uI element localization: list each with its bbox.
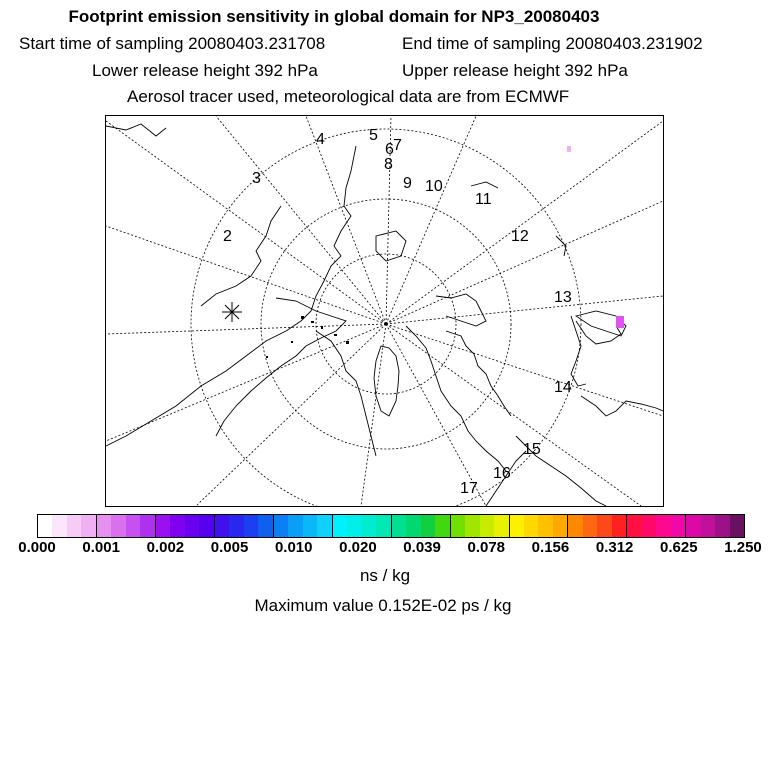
end-time-label: End time of sampling 20080403.231902 [402,34,703,53]
colorbar-swatch [140,515,155,537]
coastline [581,396,663,416]
colorbar-swatch [671,515,686,537]
trajectory-label-17: 17 [460,480,478,497]
meridian [106,226,386,324]
colorbar-swatch [317,515,332,537]
colorbar-swatch [303,515,317,537]
meridian [386,201,663,324]
trajectory-label-10: 10 [425,178,443,195]
colorbar-tick-label: 0.002 [146,539,185,556]
colorbar-swatch [730,515,744,537]
colorbar-swatch [111,515,125,537]
meridian [386,121,663,324]
colorbar-tick-label: 0.078 [467,539,506,556]
colorbar-swatch [480,515,494,537]
coastline [436,294,486,326]
coastline [106,146,356,446]
trajectory-label-5: 5 [369,127,378,144]
colorbar-tick-label: 0.001 [82,539,120,556]
colorbar-tick-label: 0.039 [403,539,441,556]
colorbar-tick-label: 0.000 [18,539,56,556]
colorbar-swatch [229,515,243,537]
colorbar-swatch [156,515,170,537]
coastline [576,321,621,344]
colorbar-swatch [244,515,258,537]
trajectory-label-7: 7 [393,137,402,154]
trajectory-label-4: 4 [316,131,325,148]
colorbar-swatch [715,515,729,537]
lower-height-label: Lower release height 392 hPa [92,61,318,80]
colorbar-swatch [170,515,184,537]
colorbar-swatch [288,515,302,537]
colorbar-swatch [215,515,229,537]
meridian [106,121,386,324]
coastline [471,182,498,188]
colorbar-swatch [451,515,465,537]
meridian [196,324,386,506]
meridian [106,324,386,334]
colorbar-swatch [583,515,597,537]
coastline [216,298,346,436]
trajectory-label-15: 15 [523,441,541,458]
colorbar-swatch [627,515,641,537]
plume-cell [567,146,571,152]
colorbar-swatch [435,515,450,537]
meridian [216,116,386,324]
colorbar-swatch [642,515,656,537]
map-panel [105,115,664,507]
trajectory-label-11: 11 [475,191,492,208]
trajectory-label-6: 6 [385,141,394,158]
colorbar-swatch [81,515,96,537]
islands [266,316,349,358]
meridian [386,324,663,416]
colorbar-swatch [421,515,435,537]
colorbar-tick-label: 0.010 [274,539,313,556]
colorbar-tick-label: 0.020 [339,539,377,556]
colorbar-swatch [510,515,524,537]
colorbar-tick-label: 1.250 [724,539,762,556]
colorbar-swatch [538,515,552,537]
greenland-coast [374,346,399,416]
colorbar-swatch [199,515,214,537]
colorbar-swatch [406,515,420,537]
coastline [201,206,281,306]
colorbar-swatch [126,515,140,537]
colorbar-swatch [494,515,509,537]
coastline [571,316,586,386]
colorbar-swatch [38,515,52,537]
colorbar-tick-label: 0.005 [210,539,249,556]
trajectory-label-9: 9 [403,175,412,192]
colorbar-swatch [185,515,199,537]
meridian [106,324,386,441]
colorbar-swatch [686,515,700,537]
coastline [316,331,376,456]
island [334,334,337,336]
trajectory-label-14: 14 [554,379,572,396]
island [266,356,268,358]
colorbar-swatch [553,515,568,537]
trajectory-label-12: 12 [511,228,529,245]
colorbar-swatch [597,515,611,537]
meridian [361,324,386,506]
colorbar-tick-label: 0.312 [595,539,634,556]
start-time-label: Start time of sampling 20080403.231708 [19,34,326,53]
colorbar-swatch [67,515,81,537]
tracer-info-label: Aerosol tracer used, meteorological data are from ECMWF [127,87,570,106]
colorbar [37,514,745,538]
island [301,316,304,319]
trajectory-label-8: 8 [384,156,393,173]
island [291,341,293,343]
coastline [376,231,406,261]
colorbar-swatch [333,515,347,537]
trajectory-label-16: 16 [493,465,511,482]
colorbar-swatch [392,515,406,537]
release-marker [222,302,242,322]
trajectory-label-13: 13 [554,289,572,306]
trajectory-label-2: 2 [223,228,232,245]
colorbar-swatch [465,515,479,537]
maximum-value-label: Maximum value 0.152E-02 ps / kg [254,596,512,615]
colorbar-units: ns / kg [359,566,411,585]
colorbar-swatch [656,515,670,537]
colorbar-swatch [274,515,288,537]
colorbar-swatch [52,515,66,537]
colorbar-tick-label: 0.156 [531,539,570,556]
colorbar-tick-label: 0.625 [660,539,698,556]
meridian [386,324,641,506]
plume-cell [616,316,624,328]
colorbar-swatch [568,515,582,537]
coastline [106,124,166,136]
graticule [106,116,663,506]
trajectory-label-3: 3 [252,170,261,187]
colorbar-swatch [347,515,361,537]
map-title: Footprint emission sensitivity in global domain for NP3_20080403 [68,7,600,26]
colorbar-swatch [97,515,111,537]
colorbar-swatch [258,515,273,537]
island [346,341,349,344]
colorbar-swatch [524,515,538,537]
upper-height-label: Upper release height 392 hPa [402,61,628,80]
polar-map [106,116,663,506]
island [311,321,314,323]
plume [567,146,624,328]
colorbar-swatch [701,515,715,537]
colorbar-swatch [376,515,391,537]
colorbar-swatch [362,515,376,537]
colorbar-swatch [612,515,627,537]
island [321,326,323,329]
